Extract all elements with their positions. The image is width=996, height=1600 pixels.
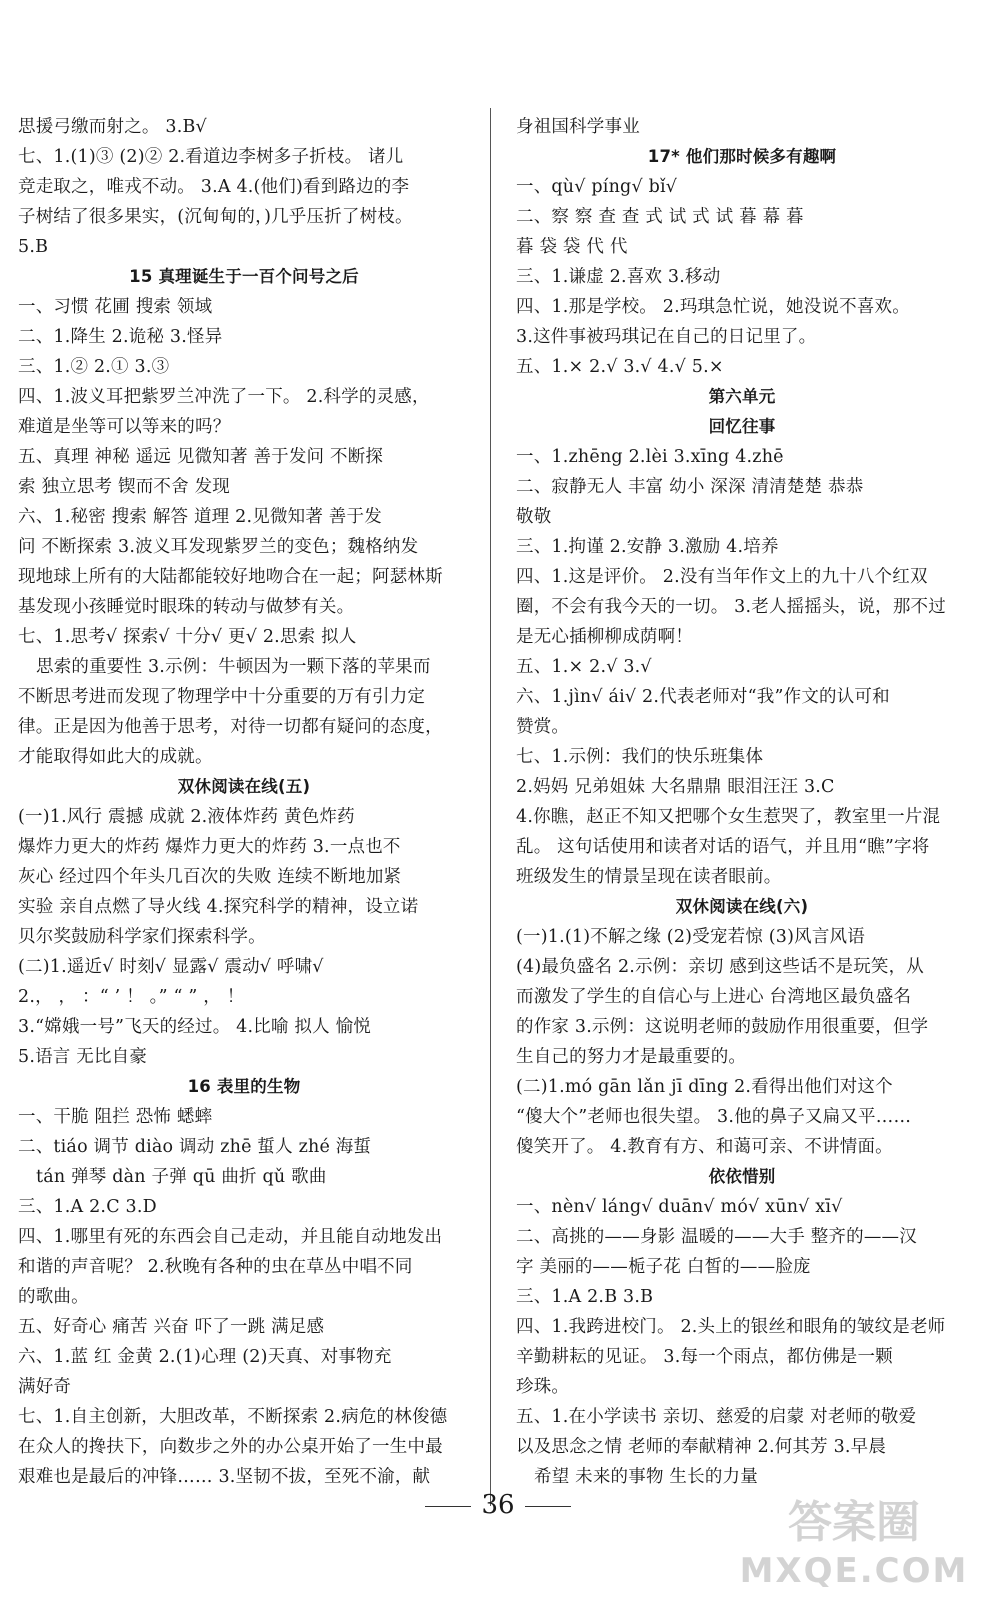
answer-line: tán 弹琴 dàn 子弹 qū 曲折 qǔ 歌曲 <box>36 1167 327 1187</box>
left-column <box>18 112 470 1492</box>
section-heading: 双休阅读在线(五) <box>177 777 311 796</box>
answer-line: 五、1.× 2.√ 3.√ <box>516 657 652 677</box>
answer-line: 一、习惯 花圃 搜索 领域 <box>18 297 213 317</box>
answer-line: 在众人的搀扶下，向数步之外的办公桌开始了一生中最 <box>18 1437 443 1457</box>
answer-line: 圈，不会有我今天的一切。 3.老人摇摇头，说，那不过 <box>516 597 946 617</box>
answer-line: 二、高挑的——身影 温暖的——大手 整齐的——汉 <box>516 1227 917 1247</box>
answer-line: (一)1.(1)不解之缘 (2)受宠若惊 (3)风言风语 <box>516 927 865 947</box>
answer-line: 思援弓缴而射之。 3.B√ <box>18 117 207 137</box>
section-heading: 15 真理诞生于一百个问号之后 <box>129 267 359 286</box>
answer-line: 希望 未来的事物 生长的力量 <box>534 1467 758 1487</box>
answer-line: 以及思念之情 老师的奉献精神 2.何其芳 3.早晨 <box>516 1437 887 1457</box>
answer-line: 五、1.在小学读书 亲切、慈爱的启蒙 对老师的敬爱 <box>516 1407 917 1427</box>
answer-line: 满好奇 <box>18 1377 72 1397</box>
answer-line: 3.这件事被玛琪记在自己的日记里了。 <box>516 327 817 347</box>
answer-line: 一、nèn√ láng√ duān√ mó√ xūn√ xī√ <box>516 1197 843 1217</box>
answer-line: 不断思考进而发现了物理学中十分重要的万有引力定 <box>18 687 426 707</box>
watermark-top-text: 答案圈 <box>788 1497 920 1548</box>
answer-line: 六、1.秘密 搜索 解答 道理 2.见微知著 善于发 <box>18 507 382 527</box>
answer-line: 三、1.谦虚 2.喜欢 3.移动 <box>516 267 721 287</box>
right-column <box>516 112 968 1492</box>
answer-line: 4.你瞧，赵正不知又把哪个女生惹哭了，教室里一片混 <box>516 807 941 827</box>
answer-line: 灰心 经过四个年头几百次的失败 连续不断地加紧 <box>18 867 402 887</box>
answer-line: 律。正是因为他善于思考，对待一切都有疑问的态度， <box>18 717 443 737</box>
answer-line: 珍珠。 <box>516 1377 570 1397</box>
answer-line: 竞走取之，唯戎不动。 3.A 4.(他们)看到路边的李 <box>18 177 410 197</box>
answer-line: 3.“嫦娥一号”飞天的经过。 4.比喻 拟人 愉悦 <box>18 1017 371 1037</box>
section-heading: 双休阅读在线(六) <box>675 897 809 916</box>
answer-line: 四、1.哪里有死的东西会自己走动，并且能自动地发出 <box>18 1227 443 1247</box>
answer-line: 索 独立思考 锲而不舍 发现 <box>18 477 230 497</box>
watermark-logo <box>734 1482 974 1592</box>
answer-line: 2.妈妈 兄弟姐妹 大名鼎鼎 眼泪汪汪 3.C <box>516 777 835 797</box>
answer-line: 基发现小孩睡觉时眼珠的转动与做梦有关。 <box>18 597 355 617</box>
section-heading: 17* 他们那时候多有趣啊 <box>647 147 837 166</box>
answer-line: 生自己的努力才是最重要的。 <box>516 1047 747 1067</box>
section-heading: 16 表里的生物 <box>187 1077 301 1096</box>
answer-line: 五、真理 神秘 遥远 见微知著 善于发问 不断探 <box>18 447 384 467</box>
answer-line: 六、1.jìn√ ái√ 2.代表老师对“我”作文的认可和 <box>516 687 890 707</box>
answer-line: 二、寂静无人 丰富 幼小 深深 清清楚楚 恭恭 <box>516 477 864 497</box>
answer-line: 三、1.② 2.① 3.③ <box>18 357 170 377</box>
answer-line: 四、1.波义耳把紫罗兰冲洗了一下。 2.科学的灵感， <box>18 387 430 407</box>
answer-line: (一)1.风行 震撼 成就 2.液体炸药 黄色炸药 <box>18 807 355 827</box>
answer-line: 五、1.× 2.√ 3.√ 4.√ 5.× <box>516 357 724 377</box>
answer-line: 三、1.A 2.C 3.D <box>18 1197 157 1217</box>
answer-line: 5.B <box>18 237 49 257</box>
answer-line: 辛勤耕耘的见证。 3.每一个雨点，都仿佛是一颗 <box>516 1347 893 1367</box>
answer-line: 四、1.我跨进校门。 2.头上的银丝和眼角的皱纹是老师 <box>516 1317 946 1337</box>
answer-line: 三、1.拘谨 2.安静 3.激励 4.培养 <box>516 537 779 557</box>
answer-line: 二、察 察 查 查 式 试 式 试 暮 幕 暮 <box>516 207 804 227</box>
answer-line: 和谐的声音呢？ 2.秋晚有各种的虫在草丛中唱不同 <box>18 1257 413 1277</box>
answer-line: 艰难也是最后的冲锋…… 3.坚韧不拔，至死不渝，献 <box>18 1467 431 1487</box>
page-number-text: 36 <box>481 1490 515 1520</box>
page-number-dash-right <box>525 1506 571 1507</box>
answer-line: 七、1.(1)③ (2)② 2.看道边李树多子折枝。 诸儿 <box>18 147 404 167</box>
section-heading: 第六单元 <box>708 387 776 406</box>
answer-line: 班级发生的情景呈现在读者眼前。 <box>516 867 782 887</box>
answer-line: 七、1.示例：我们的快乐班集体 <box>516 747 764 767</box>
section-heading: 依依惜别 <box>708 1167 776 1186</box>
answer-line: 五、好奇心 痛苦 兴奋 吓了一跳 满足感 <box>18 1317 325 1337</box>
answer-line: 实验 亲自点燃了导火线 4.探究科学的精神，设立诺 <box>18 897 419 917</box>
answer-line: 身祖国科学事业 <box>516 117 640 137</box>
answer-line: 二、1.降生 2.诡秘 3.怪异 <box>18 327 223 347</box>
answer-line: 5.语言 无比自豪 <box>18 1047 148 1067</box>
answer-line: 2.， ， ：“ ’ ！ 。” “ ” ， ！ <box>18 987 245 1007</box>
answer-line: 四、1.那是学校。 2.玛琪急忙说，她没说不喜欢。 <box>516 297 910 317</box>
answer-line: 问 不断探索 3.波义耳发现紫罗兰的变色；魏格纳发 <box>18 537 419 557</box>
answer-line: 七、1.思考√ 探索√ 十分√ 更√ 2.思索 拟人 <box>18 627 357 647</box>
answer-line: 傻笑开了。 4.教育有方、和蔼可亲、不讲情面。 <box>516 1137 893 1157</box>
answer-line: 的作家 3.示例：这说明老师的鼓励作用很重要，但学 <box>516 1017 929 1037</box>
answer-line: 贝尔奖鼓励科学家们探索科学。 <box>18 927 266 947</box>
column-divider <box>490 108 491 1506</box>
answer-line: 而激发了学生的自信心与上进心 台湾地区最负盛名 <box>516 987 912 1007</box>
answer-line: 的歌曲。 <box>18 1287 89 1307</box>
answer-line: 才能取得如此大的成就。 <box>18 747 213 767</box>
answer-line: 字 美丽的——栀子花 白皙的——脸庞 <box>516 1257 811 1277</box>
section-heading: 回忆往事 <box>708 417 776 436</box>
answer-line: (二)1.遥近√ 时刻√ 显露√ 震动√ 呼啸√ <box>18 957 324 977</box>
answer-line: (二)1.mó gān lǎn jī dīng 2.看得出他们对这个 <box>516 1077 893 1097</box>
answer-line: 难道是坐等可以等来的吗？ <box>18 417 231 437</box>
answer-line: 乱。 这句话使用和读者对话的语气，并且用“瞧”字将 <box>516 837 930 857</box>
answer-line: 子树结了很多果实，(沉甸甸的，)几乎压折了树枝。 <box>18 207 413 227</box>
page-number-dash-left <box>425 1506 471 1507</box>
answer-line: (4)最负盛名 2.示例：亲切 感到这些话不是玩笑，从 <box>516 957 925 977</box>
answer-line: 四、1.这是评价。 2.没有当年作文上的九十八个红双 <box>516 567 928 587</box>
answer-line: 一、1.zhēng 2.lèi 3.xīng 4.zhē <box>516 447 784 467</box>
answer-line: 一、干脆 阻拦 恐怖 蟋蟀 <box>18 1107 213 1127</box>
answer-line: 一、qù√ píng√ bǐ√ <box>516 177 678 197</box>
answer-line: 赞赏。 <box>516 717 570 737</box>
answer-line: 现地球上所有的大陆都能较好地吻合在一起；阿瑟林斯 <box>18 567 443 587</box>
answer-line: 三、1.A 2.B 3.B <box>516 1287 654 1307</box>
answer-line: 六、1.蓝 红 金黄 2.(1)心理 (2)天真、对事物充 <box>18 1347 392 1367</box>
answer-line: 是无心插柳柳成荫啊！ <box>516 627 693 647</box>
answer-line: 七、1.自主创新，大胆改革，不断探索 2.病危的林俊德 <box>18 1407 448 1427</box>
answer-line: 敬敬 <box>516 507 552 527</box>
answer-line: 二、tiáo 调节 diào 调动 zhē 蜇人 zhé 海蜇 <box>18 1137 372 1157</box>
answer-line: 暮 袋 袋 代 代 <box>516 237 628 257</box>
answer-line: 爆炸力更大的炸药 爆炸力更大的炸药 3.一点也不 <box>18 837 401 857</box>
answer-line: “傻大个”老师也很失望。 3.他的鼻子又扁又平…… <box>516 1107 912 1127</box>
watermark-bottom-text: MXQE.COM <box>739 1551 969 1591</box>
answer-line: 思索的重要性 3.示例：牛顿因为一颗下落的苹果而 <box>36 657 431 677</box>
